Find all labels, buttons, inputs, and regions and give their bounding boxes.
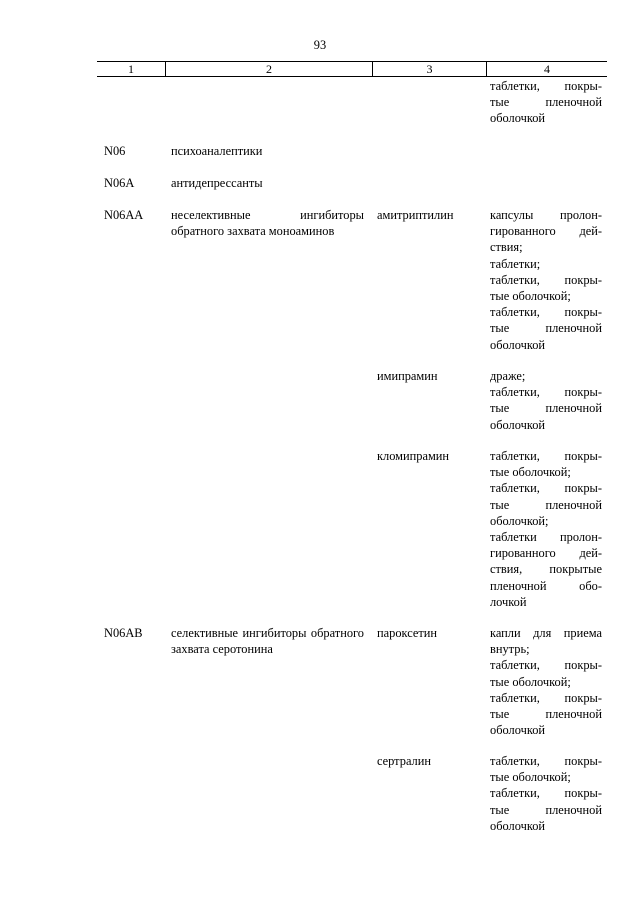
atc-group-name: селективные ингибиторы обратного захвата серотонина: [171, 626, 364, 657]
form-line: таблетки, покры-: [490, 305, 602, 320]
continuation-dosage-form: [490, 78, 602, 127]
form-line: пленочной обо-: [490, 578, 602, 593]
form-line: таблетки, покры-: [490, 385, 602, 400]
form-line: тые пленочной: [490, 95, 602, 110]
form-line: тые пленочной: [490, 802, 602, 817]
atc-group-name: неселективные ингибиторы обратного захвата моноаминов: [171, 208, 364, 239]
header-col-3: 3: [426, 62, 433, 76]
form-line: таблетки, покры-: [490, 786, 602, 801]
dosage-form: [490, 368, 602, 433]
form-line: оболочкой;: [490, 513, 549, 528]
dosage-form: [490, 448, 602, 610]
header-col-4: 4: [544, 62, 550, 76]
form-line: оболочкой: [490, 337, 546, 352]
form-line: ствия, покрытые: [490, 562, 602, 577]
form-line: ствия;: [490, 240, 523, 255]
header-col-1: 1: [128, 62, 134, 76]
form-line: таблетки, покры-: [490, 449, 602, 463]
drug-name: амитриптилин: [377, 208, 454, 222]
form-line: таблетки, покры-: [490, 481, 602, 496]
form-line: тые пленочной: [490, 401, 602, 416]
form-line: оболочкой: [490, 818, 546, 833]
form-line: таблетки, покры-: [490, 754, 602, 768]
form-line: капсулы пролон-: [490, 208, 602, 222]
atc-code: N06A: [104, 176, 135, 190]
dosage-form: [490, 625, 602, 738]
form-line: таблетки пролон-: [490, 530, 602, 545]
atc-code: N06AB: [104, 626, 143, 640]
form-line: внутрь;: [490, 642, 530, 657]
form-line: тые пленочной: [490, 707, 602, 722]
dosage-form: [490, 753, 602, 834]
atc-code: N06AA: [104, 208, 144, 222]
form-line: тые оболочкой;: [490, 770, 571, 785]
atc-group-name: психоаналептики: [171, 144, 263, 158]
drug-name: имипрамин: [377, 369, 438, 383]
header-col-2: 2: [266, 62, 272, 76]
form-line: тые оболочкой;: [490, 674, 571, 689]
form-line: капли для приема: [490, 626, 602, 640]
form-line: драже;: [490, 369, 526, 383]
form-line: лочкой: [490, 594, 527, 609]
table-header: [97, 61, 607, 77]
form-line: таблетки, покры-: [490, 658, 602, 673]
form-line: оболочкой: [490, 417, 546, 432]
form-line: таблетки, покры-: [490, 79, 602, 93]
form-line: таблетки, покры-: [490, 272, 602, 287]
form-line: оболочкой: [490, 111, 546, 126]
atc-code: N06: [104, 144, 126, 158]
drug-name: сертралин: [377, 754, 431, 768]
dosage-form: [490, 207, 602, 353]
form-line: таблетки, покры-: [490, 690, 602, 705]
form-line: тые оболочкой;: [490, 465, 571, 480]
form-line: тые пленочной: [490, 497, 602, 512]
form-line: оболочкой: [490, 723, 546, 738]
form-line: тые оболочкой;: [490, 289, 571, 304]
page-number: 93: [313, 38, 327, 52]
drug-name: кломипрамин: [377, 449, 450, 463]
form-line: тые пленочной: [490, 321, 602, 336]
atc-group-name: антидепрессанты: [171, 176, 263, 190]
form-line: гированного дей-: [490, 224, 602, 239]
form-line: таблетки;: [490, 256, 541, 271]
form-line: гированного дей-: [490, 546, 602, 561]
drug-name: пароксетин: [377, 626, 438, 640]
